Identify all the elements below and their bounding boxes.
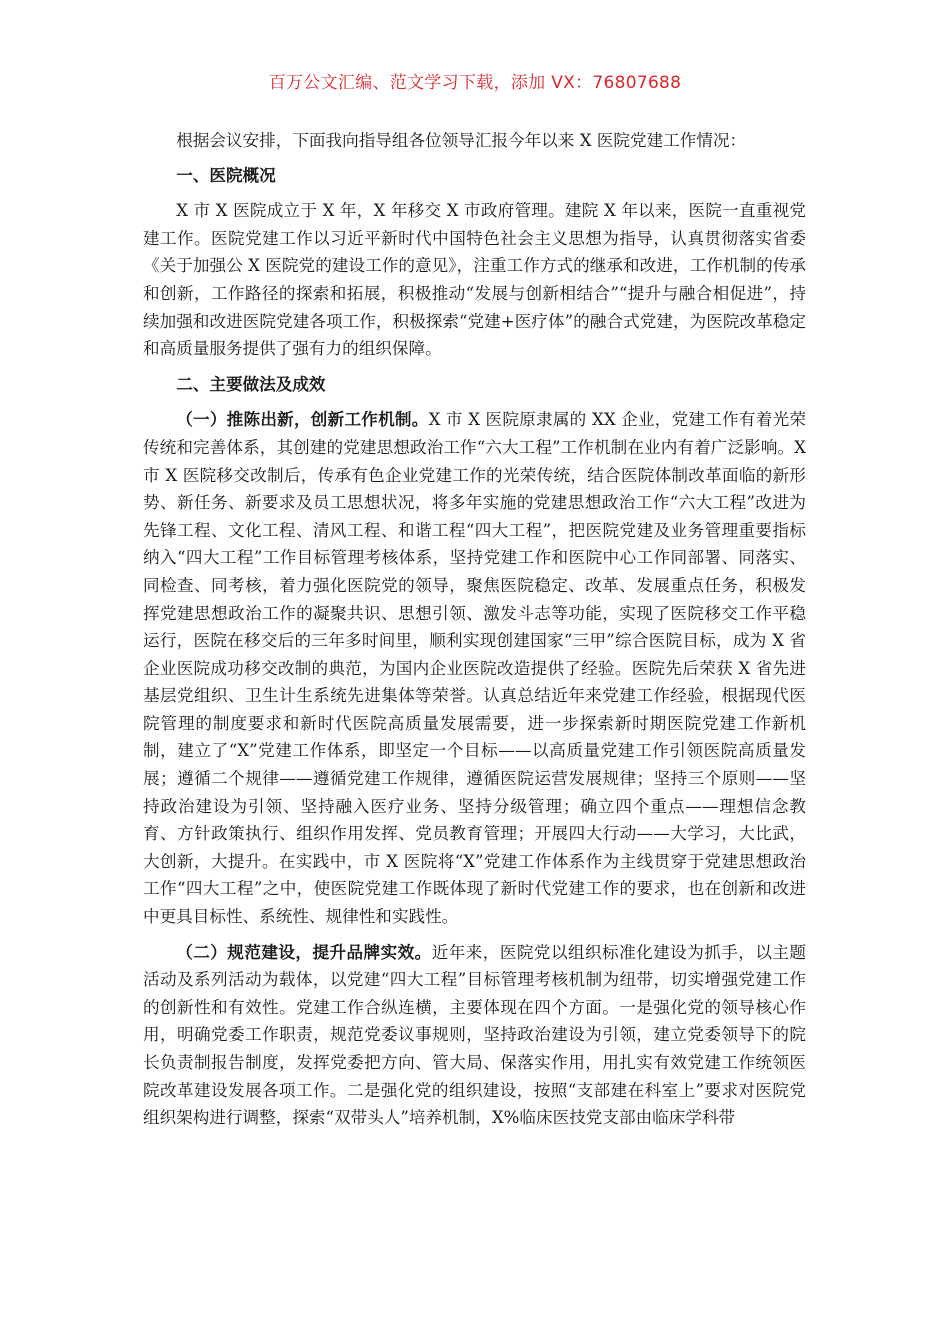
section-2-heading: 二、主要做法及成效 bbox=[176, 374, 326, 394]
document-body bbox=[143, 127, 806, 1132]
item-1-paragraph bbox=[143, 406, 806, 930]
item-2-paragraph bbox=[143, 939, 806, 1132]
intro-paragraph: 根据会议安排，下面我向指导组各位领导汇报今年以来 X 医院党建工作情况： bbox=[176, 131, 747, 150]
section-1-heading: 一、医院概况 bbox=[176, 165, 276, 185]
item-1-text: X 市 X 医院原隶属的 XX 企业，党建工作有着光荣传统和完善体系，其创建的党建思想政治工作“六大工程”工作机制在业内有着广泛影响。X 市 X 医院移交改制后，传承有色企业党建工作的光荣传统，结合医院体制改革面临的新形势、新任务、新要求及员工思想状况，将多年实施的党建思想政治工作“六大工程”改进为先锋工程、文化工程、清风工程、和谐工程“四大工程”，把医院党建及业务管理重要指标纳入“四大工程”工作目标管理考核体系，坚持党建工作和医院中心工作同部署、同落实、同检查、同考核，着力强化医院党的领导，聚焦医院稳定、改革、发展重点任务，积极发挥党建思想政治工作的凝聚共识、思想引领、激发斗志等功能，实现了医院移交工作平稳运行，医院在移交后的三年多时间里，顺利实现创建国家“三甲”综合医院目标，成为 X 省企业医院成功移交改制的典范，为国内企业医院改造提供了经验。医院先后荣获 X 省先进基层党组织、卫生计生系统先进集体等荣誉。认真总结近年来党建工作经验，根据现代医院管理的制度要求和新时代医院高质量发展需要，进一步探索新时期医院党建工作新机制，建立了“X”党建工作体系，即坚定一个目标——以高质量党建工作引领医院高质量发展；遵循二个规律——遵循党建工作规律，遵循医院运营发展规律；坚持三个原则——坚持政治建设为引领、坚持融入医疗业务、坚持分级管理；确立四个重点——理想信念教育、方针政策执行、组织作用发挥、党员教育管理；开展四大行动——大学习，大比武，大创新，大提升。在实践中，市 X 医院将“X”党建工作体系作为主线贯穿于党建思想政治工作“四大工程”之中，使医院党建工作既体现了新时代党建工作的要求，也在创新和改进中更具目标性、系统性、规律性和实践性。 bbox=[143, 410, 806, 927]
item-1-title: （一）推陈出新，创新工作机制。 bbox=[176, 410, 429, 430]
section-1-paragraph: X 市 X 医院成立于 X 年，X 年移交 X 市政府管理。建院 X 年以来，医院一直重视党建工作。医院党建工作以习近平新时代中国特色社会主义思想为指导，认真贯彻落实省委《关于加强公 X 医院党的建设工作的意见》，注重工作方式的继承和改进，工作机制的传承和创新，工作路径的探索和拓展，积极推动“发展与创新相结合”“提升与融合相促进”，持续加强和改进医院党建各项工作，积极探索“党建+医疗体”的融合式党建，为医院改革稳定和高质量服务提供了强有力的组织保障。 bbox=[143, 201, 806, 359]
watermark-banner: 百万公文汇编、范文学习下载，添加 VX：76807688 bbox=[268, 73, 682, 93]
item-2-title: （二）规范建设，提升品牌实效。 bbox=[176, 942, 432, 962]
item-2-text: 近年来，医院党以组织标准化建设为抓手，以主题活动及系列活动为载体，以党建“四大工程”目标管理考核机制为纽带，切实增强党建工作的创新性和有效性。党建工作合纵连横，主要体现在四个方面。一是强化党的领导核心作用，明确党委工作职责，规范党委议事规则，坚持政治建设为引领，建立党委领导下的院长负责制报告制度，发挥党委把方向、管大局、保落实作用，用扎实有效党建工作统领医院改革建设发展各项工作。二是强化党的组织建设，按照“支部建在科室上”要求对医院党组织架构进行调整，探索“双带头人”培养机制，X%临床医技党支部由临床学科带 bbox=[143, 942, 807, 1128]
